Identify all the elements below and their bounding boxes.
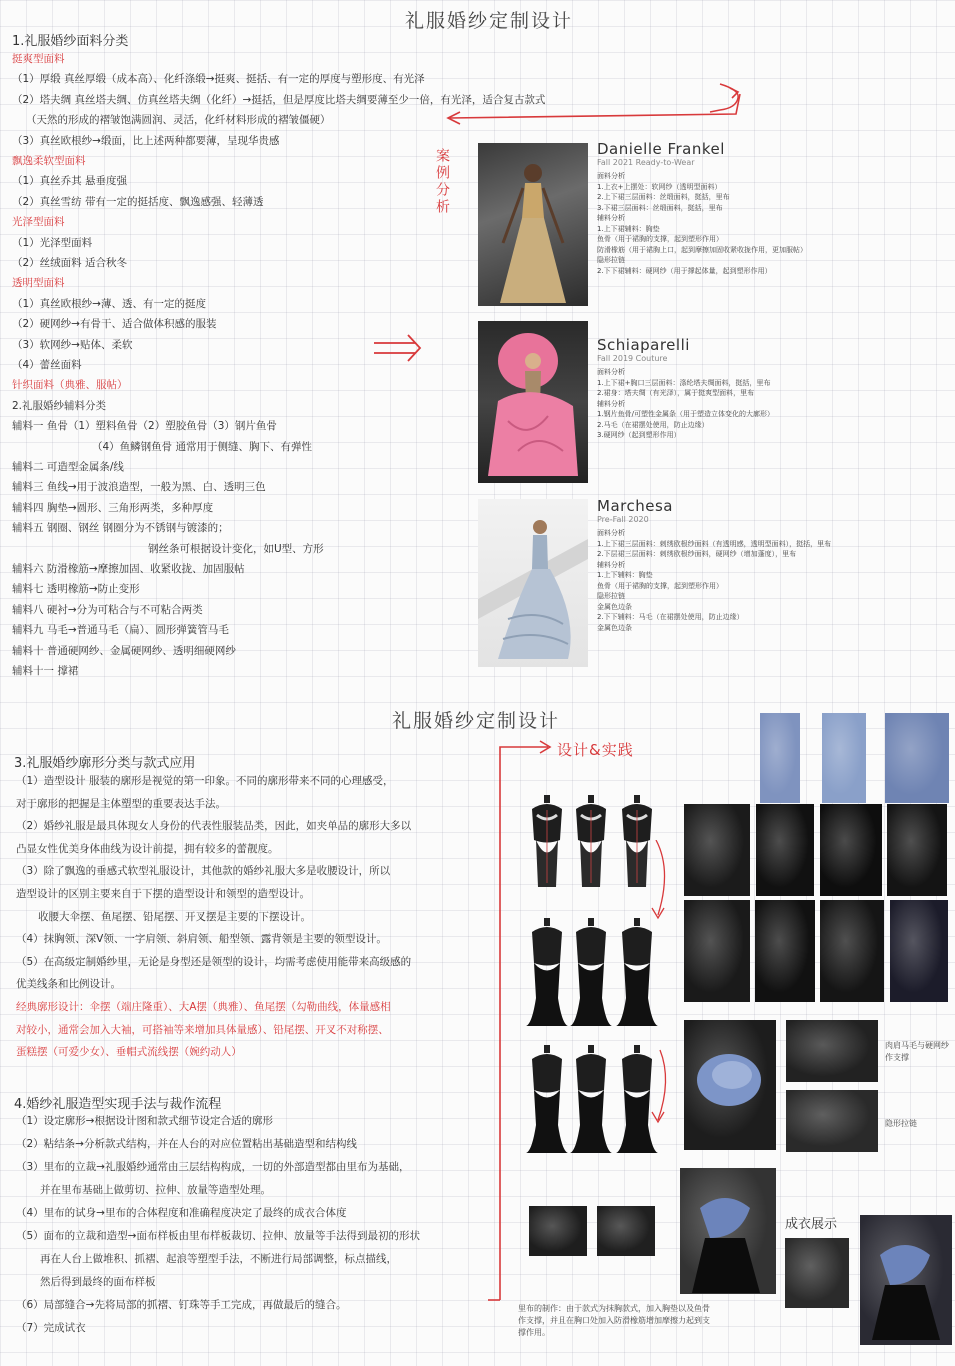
text-line: （4）里布的试身→里布的合体程度和准确程度决定了最终的成衣合体度 — [16, 1207, 347, 1219]
case-schiaparelli — [597, 336, 774, 441]
text-line: 辅料十 普通硬网纱、金属硬网纱、透明细硬网纱 — [12, 644, 236, 657]
lining-caption — [518, 1303, 710, 1339]
text-line: （4）蕾丝面料 — [12, 359, 82, 371]
text-line: （3）里布的立裁→礼服婚纱通常由三层结构构成，一切的外部造型都由里布为基础， — [16, 1161, 410, 1173]
case-detail-line: 1.上衣+上摆处：软网纱（透明型面料） — [597, 182, 722, 191]
text-line: 然后得到最终的面布样板 — [40, 1276, 156, 1288]
case-details — [597, 171, 807, 276]
finished-label: 成衣展示 — [785, 1217, 838, 1232]
dress-form-photo — [522, 918, 572, 1028]
sample-photo — [785, 1238, 849, 1308]
case-detail-line: 辅料分析 — [597, 560, 625, 569]
sample-photo — [756, 804, 814, 896]
sample-photo — [820, 900, 884, 1002]
case-detail-line: 鱼骨（用于裙胸的支撑，起到塑形作用） — [597, 235, 723, 243]
double-arrow-icon — [372, 333, 424, 363]
case-details — [597, 367, 774, 441]
case-detail-line: 面料分析 — [597, 172, 625, 180]
text-line: 辅料八 硬衬→分为可粘合与不可粘合两类 — [12, 603, 203, 616]
text-line: （2）塔夫绸 真丝塔夫绸、仿真丝塔夫绸（化纤）→挺括，但是厚度比塔夫绸要薄至少一倍，有光泽，适合复古款式 — [12, 93, 546, 106]
text-line: （1）厚缎 真丝厚缎（成本高）、化纤涤缎→挺爽、挺括、有一定的厚度与塑形度、有光泽 — [12, 73, 425, 86]
text-line: 针织面料（典雅、服帖） — [12, 379, 128, 392]
text-line: （2）婚纱礼服是最具体现女人身份的代表性服装品类，因此，如夹单品的廓形大多以 — [16, 820, 412, 833]
text-line: 2.礼服婚纱辅料分类 — [12, 399, 107, 412]
text-line: （5）在高级定制婚纱里，无论是身型还是领型的设计，均需考虑使用能带来高级感的 — [16, 955, 412, 968]
caption-line: 撑作用。 — [518, 1328, 550, 1337]
text-line: （5）面布的立裁和造型→面布样板由里布样板裁切、拉伸、放量等手法得到最初的形状 — [16, 1230, 420, 1242]
case-detail-line: 1.上下裙三层面料：刺绣欧根纱面料（有透明感，透明型面料），挺括，里布 — [597, 539, 832, 548]
design-practice-label: 设计&实践 — [557, 741, 634, 759]
sample-photo — [786, 1090, 878, 1152]
text-line: （1）真丝欧根纱→薄、透、有一定的挺度 — [12, 297, 206, 310]
section2-title: 礼服婚纱定制设计 — [392, 710, 561, 732]
sample-photo — [529, 1206, 587, 1256]
case-season: Fall 2019 Couture — [597, 354, 668, 363]
case-detail-line: 2.下层裙三层面料：刺绣欧根纱面料，硬网纱（增加蓬度），里布 — [597, 550, 797, 558]
text-line: 辅料十一 撑裙 — [12, 665, 79, 677]
case-name: Danielle Frankel — [597, 140, 725, 158]
dress-form-photo — [566, 918, 616, 1028]
text-line: 飘逸柔软型面料 — [12, 155, 86, 167]
case-detail-line: 辅料分析 — [597, 399, 625, 408]
note-right-2: 隐形拉链 — [885, 1119, 917, 1128]
text-line: 对较小，通常会加入大袖，可搭袖等来增加具体量感）、铅尾摆、开叉不对称摆、 — [16, 1023, 389, 1036]
text-line: （2）真丝雪纺 带有一定的挺括度、飘逸感强、轻薄透 — [12, 195, 264, 208]
case-detail-line: 2.下下裙辅料：硬网纱（用于撑起体量，起到塑形作用） — [597, 266, 772, 275]
text-line: 辅料四 胸垫→圆形、三角形两类，多种厚度 — [12, 501, 214, 514]
text-line: 并在里布基础上做剪切、拉伸、放量等造型处理。 — [40, 1184, 271, 1196]
case-name: Marchesa — [597, 497, 673, 515]
sample-photo — [890, 900, 948, 1002]
section2-heading3: 3.礼服婚纱廓形分类与款式应用 — [14, 756, 196, 771]
sample-photo — [680, 1168, 776, 1294]
text-line: （2）硬网纱→有骨干、适合做体积感的服装 — [12, 318, 217, 331]
text-line: 辅料五 钢圈、钢丝 钢圈分为不锈钢与镀漆的； — [12, 522, 229, 535]
text-line: 辅料二 可造型金属条/线 — [12, 461, 124, 473]
case-detail-line: 1.上下裙+胸口三层面料：涤纶塔夫绸面料，挺括，里布 — [597, 378, 771, 387]
text-line: （2）丝绒面料 适合秋冬 — [12, 257, 128, 269]
sample-photo — [822, 713, 866, 803]
case-detail-line: 1.钢片鱼骨/可塑性金属条（用于塑造立体变化的大廓形） — [597, 410, 775, 418]
text-line: 凸显女性优美身体曲线为设计前提，拥有较多的蕾靓度。 — [16, 842, 279, 855]
text-line: （3）真丝欧根纱→缎面，比上述两种都要薄，呈现华贵感 — [12, 134, 280, 147]
text-line: 辅料九 马毛→普通马毛（扁）、圆形弹簧管马毛 — [12, 624, 229, 637]
red-bracket-arrow — [440, 78, 760, 130]
sample-photo — [760, 713, 800, 803]
case-analysis-label: 案例分析 — [434, 148, 450, 216]
text-line: （1）真丝乔其 悬垂度强 — [12, 175, 128, 188]
case-detail-line: 1.上下辅料：胸垫 — [597, 571, 653, 579]
text-line: 光泽型面料 — [12, 216, 65, 229]
case-danielle-frankel — [597, 140, 807, 276]
dress-form-photo — [566, 795, 616, 893]
case-detail-line: 3.下裙三层面料：丝缎面料，挺括，里布 — [597, 203, 723, 212]
case-detail-line: 隐形拉链 — [597, 592, 625, 600]
dress-form-photo — [566, 1045, 616, 1155]
text-line: 经典廓形设计：伞摆（端庄隆重）、大A摆（典雅）、鱼尾摆（勾勒曲线，体量感相 — [16, 1001, 391, 1013]
text-line: 对于廓形的把握是主体塑型的重要表达手法。 — [16, 797, 226, 810]
case-details — [597, 528, 831, 633]
case-detail-line: 金属色边条 — [597, 623, 632, 632]
text-line: （3）除了飘逸的垂感式软型礼服设计，其他款的婚纱礼服大多是收腰设计，所以 — [16, 865, 391, 878]
sample-photo — [887, 804, 947, 896]
sample-photo — [684, 1020, 776, 1150]
case-detail-line: 2.下下辅料：马毛（在裙摆处使用，防止边缘） — [597, 613, 744, 621]
case-detail-line: 辅料分析 — [597, 214, 625, 222]
text-line: （6）局部缝合→先将局部的抓褶、钉珠等手工完成，再做最后的缝合。 — [16, 1299, 347, 1311]
photo-schiaparelli — [478, 321, 588, 483]
case-detail-line: 2.裙身：塔夫绸（有光泽），属于挺爽型面料，里布 — [597, 389, 755, 397]
text-line: （3）软网纱→贴体、柔软 — [12, 338, 133, 351]
text-line: 辅料七 透明橡筋→防止变形 — [12, 583, 140, 596]
text-line: 钢丝条可根据设计变化，如U型、方形 — [148, 542, 324, 555]
sample-photo — [860, 1215, 952, 1345]
case-season: Pre-Fall 2020 — [597, 515, 649, 524]
case-detail-line: 2.马毛（在裙摆处使用，防止边缘） — [597, 420, 709, 429]
case-detail-line: 3.硬网纱（起到塑形作用） — [597, 431, 681, 439]
section1-title: 礼服婚纱定制设计 — [405, 10, 574, 32]
case-detail-line: 面料分析 — [597, 368, 625, 376]
photo-danielle-frankel — [478, 143, 588, 306]
note-right-1: 肉肩马毛与硬网纱作支撑 — [885, 1041, 949, 1062]
text-line: （天然的形成的褶皱饱满圆润、灵活，化纤材料形成的褶皱僵硬） — [26, 114, 331, 127]
sample-photo — [684, 804, 750, 896]
case-detail-line: 2.上下裙三层面料：丝缎面料，挺括，里布 — [597, 193, 730, 201]
dress-form-photo — [522, 1045, 572, 1155]
dress-form-photo — [522, 795, 572, 893]
section2-heading4: 4.婚纱礼服造型实现手法与裁作流程 — [14, 1097, 222, 1112]
text-line: 蛋糕摆（可爱少女）、垂帽式流线摆（婉约动人） — [16, 1046, 242, 1059]
photo-marchesa — [478, 499, 588, 667]
case-detail-line: 防滑橡筋（用于裙胸上口，起到摩擦加固收紧收拢作用，更加服帖） — [597, 245, 807, 254]
text-line: （7）完成试衣 — [16, 1322, 86, 1334]
text-line: （4）抹胸领、深V领、一字肩领、斜肩领、船型领、露背领是主要的领型设计。 — [16, 933, 387, 946]
sample-photo — [820, 804, 882, 896]
sample-photo — [885, 713, 949, 803]
section1-heading: 1.礼服婚纱面料分类 — [12, 34, 129, 49]
text-line: （1）光泽型面料 — [12, 236, 93, 249]
sample-photo — [755, 900, 815, 1002]
text-line: 透明型面料 — [12, 277, 65, 290]
text-line: （1）设定廓形→根据设计图和款式细节设定合适的廓形 — [16, 1115, 273, 1127]
text-line: （4）鱼鳞钢鱼骨 通常用于侧缝、胸下、有弹性 — [92, 440, 313, 453]
case-detail-line: 金属色边条 — [597, 602, 632, 611]
text-line: 再在人台上做堆积、抓褶、起浪等塑型手法，不断进行局部调整，标点描线， — [40, 1253, 397, 1265]
sample-photo — [786, 1020, 878, 1082]
case-marchesa — [597, 497, 831, 633]
text-line: 辅料三 鱼线→用于波浪造型，一般为黑、白、透明三色 — [12, 481, 266, 494]
text-line: 优美线条和比例设计。 — [16, 978, 121, 991]
caption-line: 作支撑，并且在胸口处加入防滑橡筋增加摩擦力起到支 — [518, 1316, 710, 1325]
case-season: Fall 2021 Ready-to-Wear — [597, 158, 695, 167]
text-line: 辅料六 防滑橡筋→摩擦加固、收紧收拢、加固服帖 — [12, 563, 245, 575]
caption-line: 里布的制作：由于款式为抹胸款式，加入胸垫以及鱼骨 — [518, 1304, 710, 1313]
text-line: （1）造型设计 服装的廓形是视觉的第一印象。不同的廓形带来不同的心理感受， — [16, 775, 394, 787]
case-detail-line: 1.上下裙辅料：胸垫 — [597, 224, 660, 233]
text-line: 收腰大伞摆、鱼尾摆、铅尾摆、开叉摆是主要的下摆设计。 — [38, 910, 311, 923]
text-line: 挺爽型面料 — [12, 53, 65, 65]
text-line: 造型设计的区别主要来自于下摆的造型设计和领型的造型设计。 — [16, 888, 310, 900]
case-detail-line: 隐形拉链 — [597, 256, 625, 264]
text-line: （2）粘结条→分析款式结构，并在人台的对应位置粘出基础造型和结构线 — [16, 1138, 357, 1150]
flow-arrows — [646, 840, 676, 1140]
sample-photo — [597, 1206, 655, 1256]
case-detail-line: 面料分析 — [597, 529, 625, 537]
sample-photo — [684, 900, 750, 1002]
case-detail-line: 鱼骨（用于裙胸的支撑，起到塑形作用） — [597, 581, 723, 590]
text-line: 辅料一 鱼骨（1）塑料鱼骨（2）塑胶鱼骨（3）钢片鱼骨 — [12, 420, 277, 433]
case-name: Schiaparelli — [597, 336, 690, 354]
